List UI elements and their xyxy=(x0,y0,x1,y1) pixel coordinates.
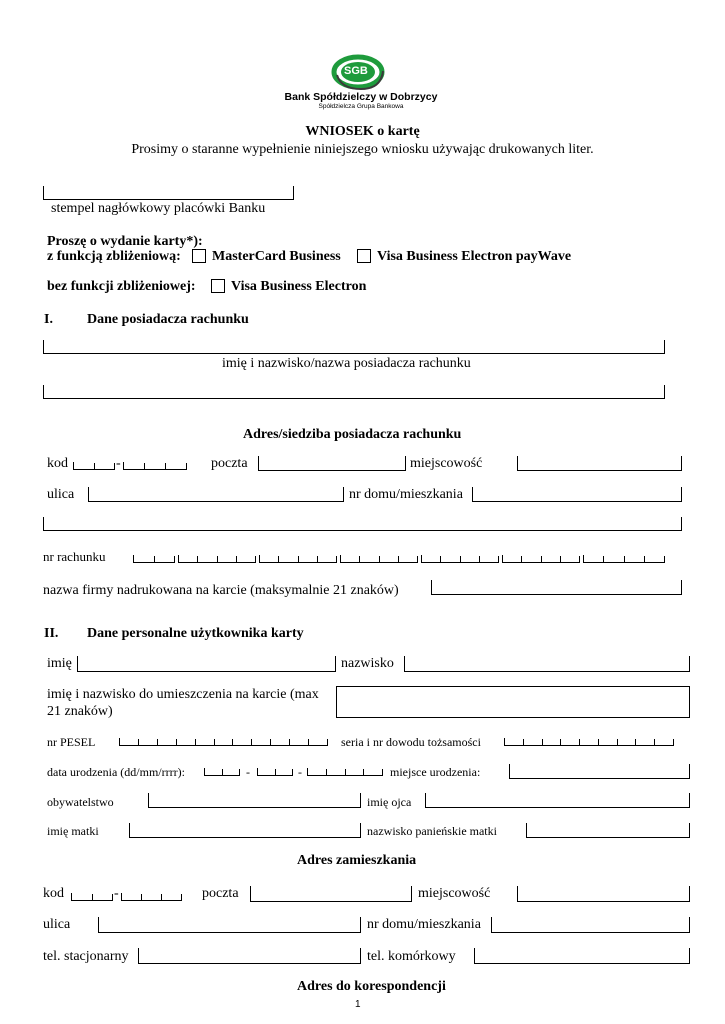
nr-rachunku-label: nr rachunku xyxy=(43,549,106,564)
birth-date-label: data urodzenia (dd/mm/rrrr): xyxy=(47,765,185,779)
birth-place-label: miejsce urodzenia: xyxy=(390,765,481,779)
visa-electron-checkbox[interactable] xyxy=(211,279,225,293)
father-name-field[interactable] xyxy=(425,793,690,808)
correspondence-title: Adres do korespondencji xyxy=(297,979,446,994)
res-poczta-field[interactable] xyxy=(250,886,412,902)
res-nr-domu-label: nr domu/mieszkania xyxy=(367,917,481,932)
bank-subtitle: Spółdzielcza Grupa Bankowa xyxy=(318,103,404,110)
contactless-label: z funkcją zbliżeniową: xyxy=(47,249,181,264)
postal-code-part2[interactable] xyxy=(123,462,187,470)
res-miejscowosc-label: miejscowość xyxy=(418,886,491,901)
res-postal-dash: - xyxy=(114,886,119,901)
account-group-5[interactable] xyxy=(421,555,499,563)
holder-name-field[interactable] xyxy=(43,340,665,354)
nazwisko-field[interactable] xyxy=(404,656,690,672)
poczta-label: poczta xyxy=(211,456,248,471)
holder-name-field-2[interactable] xyxy=(43,385,665,399)
res-kod-label: kod xyxy=(43,886,64,901)
card-request-intro: Proszę o wydanie karty*): xyxy=(47,234,203,249)
id-doc-digits[interactable] xyxy=(504,738,674,746)
tel-mobile-field[interactable] xyxy=(474,948,690,964)
firm-name-label: nazwa firmy nadrukowana na karcie (maksymalnie 21 znaków) xyxy=(43,583,399,598)
account-group-7[interactable] xyxy=(583,555,665,563)
res-poczta-label: poczta xyxy=(202,886,239,901)
stamp-field[interactable] xyxy=(43,186,294,200)
postal-code-part1[interactable] xyxy=(73,462,115,470)
account-group-2[interactable] xyxy=(178,555,256,563)
birth-dash-1: - xyxy=(246,765,250,779)
miejscowosc-label: miejscowość xyxy=(410,456,483,471)
account-group-6[interactable] xyxy=(502,555,580,563)
mastercard-checkbox[interactable] xyxy=(192,249,206,263)
card-name-label-2: 21 znaków) xyxy=(47,704,113,719)
mother-maiden-label: nazwisko panieńskie matki xyxy=(367,824,497,838)
tel-mobile-label: tel. komórkowy xyxy=(367,949,456,964)
mother-maiden-field[interactable] xyxy=(526,823,690,838)
birth-year[interactable] xyxy=(307,768,383,776)
nr-domu-field[interactable] xyxy=(472,487,682,502)
holder-name-label: imię i nazwisko/nazwa posiadacza rachunku xyxy=(222,356,471,371)
res-ulica-label: ulica xyxy=(43,917,71,932)
birth-month[interactable] xyxy=(257,768,293,776)
tel-home-field[interactable] xyxy=(138,948,361,964)
mastercard-label: MasterCard Business xyxy=(212,249,341,264)
card-name-field[interactable] xyxy=(336,686,690,718)
citizenship-field[interactable] xyxy=(148,793,361,808)
tel-home-label: tel. stacjonarny xyxy=(43,949,129,964)
mother-name-field[interactable] xyxy=(129,823,361,838)
address-extra-field[interactable] xyxy=(43,517,682,531)
res-postal-part1[interactable] xyxy=(71,893,113,901)
mother-name-label: imię matki xyxy=(47,824,99,838)
res-postal-part2[interactable] xyxy=(121,893,182,901)
account-group-3[interactable] xyxy=(259,555,337,563)
ulica-label: ulica xyxy=(47,487,75,502)
imie-field[interactable] xyxy=(77,656,336,672)
visa-paywave-checkbox[interactable] xyxy=(357,249,371,263)
postal-dash: - xyxy=(116,456,121,471)
firm-name-field[interactable] xyxy=(431,580,682,595)
ulica-field[interactable] xyxy=(88,487,344,502)
bank-name: Bank Spółdzielczy w Dobrzycy xyxy=(284,91,438,103)
miejscowosc-field[interactable] xyxy=(517,456,682,471)
father-name-label: imię ojca xyxy=(367,795,412,809)
nr-domu-label: nr domu/mieszkania xyxy=(349,487,463,502)
holder-address-title: Adres/siedziba posiadacza rachunku xyxy=(243,427,462,442)
page-number: 1 xyxy=(355,999,361,1010)
res-nr-domu-field[interactable] xyxy=(491,917,690,933)
logo-text: SGB xyxy=(344,65,368,77)
section2-number: II. xyxy=(44,626,59,641)
kod-label: kod xyxy=(47,456,68,471)
account-group-1[interactable] xyxy=(133,555,175,563)
pesel-digits[interactable] xyxy=(119,738,328,746)
page-title: WNIOSEK o kartę xyxy=(305,124,420,139)
nazwisko-label: nazwisko xyxy=(341,656,394,671)
visa-electron-label: Visa Business Electron xyxy=(231,279,367,294)
no-contactless-label: bez funkcji zbliżeniowej: xyxy=(47,279,196,294)
page-subtitle: Prosimy o staranne wypełnienie niniejszego wniosku używając drukowanych liter. xyxy=(131,142,594,157)
res-miejscowosc-field[interactable] xyxy=(517,886,690,902)
birth-dash-2: - xyxy=(298,765,302,779)
citizenship-label: obywatelstwo xyxy=(47,795,114,809)
birth-place-field[interactable] xyxy=(509,764,690,779)
birth-day[interactable] xyxy=(204,768,240,776)
section1-title: Dane posiadacza rachunku xyxy=(87,312,249,327)
card-name-label-1: imię i nazwisko do umieszczenia na karcie (max xyxy=(47,687,319,702)
section1-number: I. xyxy=(44,312,53,327)
poczta-field[interactable] xyxy=(258,456,406,471)
residence-title: Adres zamieszkania xyxy=(297,853,417,868)
id-doc-label: seria i nr dowodu tożsamości xyxy=(341,735,481,749)
section2-title: Dane personalne użytkownika karty xyxy=(87,626,304,641)
account-group-4[interactable] xyxy=(340,555,418,563)
res-ulica-field[interactable] xyxy=(98,917,361,933)
imie-label: imię xyxy=(47,656,72,671)
stamp-label: stempel nagłówkowy placówki Banku xyxy=(51,201,266,216)
pesel-label: nr PESEL xyxy=(47,735,96,749)
visa-paywave-label: Visa Business Electron payWave xyxy=(377,249,572,264)
